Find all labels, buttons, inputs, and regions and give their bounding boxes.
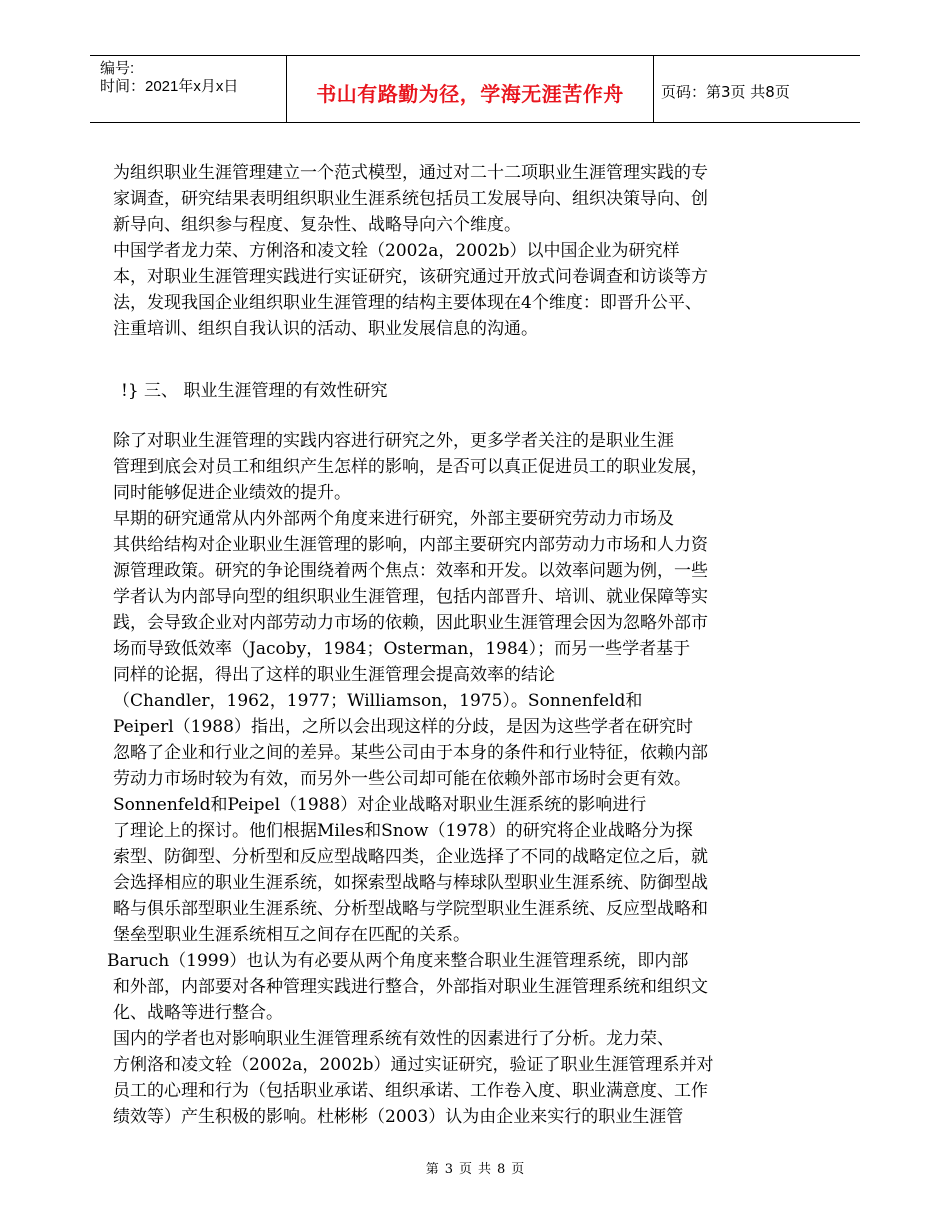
footer-total-word-suffix: 页	[511, 1162, 525, 1177]
header-page-info: 页码：第3页 共8页	[661, 83, 790, 101]
body-line: 学者认为内部导向型的组织职业生涯管理，包括内部晋升、培训、就业保障等实	[113, 587, 708, 607]
body-line: 场而导致低效率（Jacoby，1984；Osterman，1984）；而另一些学者基于	[113, 639, 691, 659]
body-line: （Chandler，1962，1977；Williamson，1975）。Sonnenfeld和	[113, 691, 643, 711]
section-heading: !} 三、 职业生涯管理的有效性研究	[121, 381, 388, 401]
body-line: 方俐洛和凌文辁（2002a，2002b）通过实证研究，验证了职业生涯管理系并对	[113, 1055, 714, 1075]
body-line: 国内的学者也对影响职业生涯管理系统有效性的因素进行了分析。龙力荣、	[113, 1029, 674, 1049]
body-line: 管理到底会对员工和组织产生怎样的影响，是否可以真正促进员工的职业发展，	[113, 457, 708, 477]
footer-total-pages: 8	[497, 1162, 506, 1177]
body-line: 员工的心理和行为（包括职业承诺、组织承诺、工作卷入度、职业满意度、工作	[113, 1081, 708, 1101]
header-motto-cell	[286, 56, 654, 122]
body-line: Peiperl（1988）指出，之所以会出现这样的分歧，是因为这些学者在研究时	[113, 717, 693, 737]
body-line: 劳动力市场时较为有效，而另外一些公司却可能在依赖外部市场时会更有效。	[113, 769, 691, 789]
body-line: 本，对职业生涯管理实践进行实证研究，该研究通过开放式问卷调查和访谈等方	[113, 267, 708, 287]
body-line: 化、战略等进行整合。	[113, 1003, 283, 1023]
body-line: Baruch（1999）也认为有必要从两个角度来整合职业生涯管理系统，即内部	[107, 951, 689, 971]
body-line: 其供给结构对企业职业生涯管理的影响，内部主要研究内部劳动力市场和人力资	[113, 535, 708, 555]
body-line: 法，发现我国企业组织职业生涯管理的结构主要体现在4个维度：即晋升公平、	[113, 293, 702, 313]
footer-page-word-suffix: 页	[458, 1162, 472, 1177]
document-number-label: 编号:	[100, 60, 135, 77]
body-line: 中国学者龙力荣、方俐洛和凌文辁（2002a，2002b）以中国企业为研究样	[113, 241, 680, 261]
body-line: 注重培训、组织自我认识的活动、职业发展信息的沟通。	[113, 319, 538, 339]
body-line: 为组织职业生涯管理建立一个范式模型，通过对二十二项职业生涯管理实践的专	[113, 163, 708, 183]
body-line: 忽略了企业和行业之间的差异。某些公司由于本身的条件和行业特征，依赖内部	[113, 743, 708, 763]
body-line: 同时能够促进企业绩效的提升。	[113, 483, 351, 503]
footer-page-number: 3	[444, 1162, 453, 1177]
body-line: 绩效等）产生积极的影响。杜彬彬（2003）认为由企业来实行的职业生涯管	[113, 1107, 684, 1127]
body-line: 新导向、组织参与程度、复杂性、战略导向六个维度。	[113, 215, 521, 235]
body-line: 除了对职业生涯管理的实践内容进行研究之外，更多学者关注的是职业生涯	[113, 431, 674, 451]
body-line: 和外部，内部要对各种管理实践进行整合，外部指对职业生涯管理系统和组织文	[113, 977, 708, 997]
body-line: 践，会导致企业对内部劳动力市场的依赖，因此职业生涯管理会因为忽略外部市	[113, 613, 708, 633]
body-line: 早期的研究通常从内外部两个角度来进行研究，外部主要研究劳动力市场及	[113, 509, 674, 529]
footer-total-word: 共	[478, 1162, 492, 1177]
footer-page-word: 第	[425, 1162, 439, 1177]
body-line: 堡垒型职业生涯系统相互之间存在匹配的关系。	[113, 925, 470, 945]
page-header	[90, 55, 860, 123]
body-line: Sonnenfeld和Peipel（1988）对企业战略对职业生涯系统的影响进行	[113, 795, 647, 815]
page-footer	[0, 1158, 950, 1177]
body-line: 家调查，研究结果表明组织职业生涯系统包括员工发展导向、组织决策导向、创	[113, 189, 708, 209]
body-line: 同样的论据，得出了这样的职业生涯管理会提高效率的结论	[113, 665, 555, 685]
body-line: 会选择相应的职业生涯系统，如探索型战略与棒球队型职业生涯系统、防御型战	[113, 873, 708, 893]
header-motto: 书山有路勤为径，学海无涯苦作舟	[316, 82, 624, 106]
header-page-cell	[653, 56, 860, 122]
header-meta-cell	[90, 56, 286, 122]
body-line: 索型、防御型、分析型和反应型战略四类，企业选择了不同的战略定位之后，就	[113, 847, 708, 867]
body-line: 略与俱乐部型职业生涯系统、分析型战略与学院型职业生涯系统、反应型战略和	[113, 899, 708, 919]
document-time-label: 时间：2021年x月x日	[100, 78, 239, 95]
body-line: 源管理政策。研究的争论围绕着两个焦点：效率和开发。以效率问题为例，一些	[113, 561, 708, 581]
body-line: 了理论上的探讨。他们根据Miles和Snow（1978）的研究将企业战略分为探	[113, 821, 693, 841]
